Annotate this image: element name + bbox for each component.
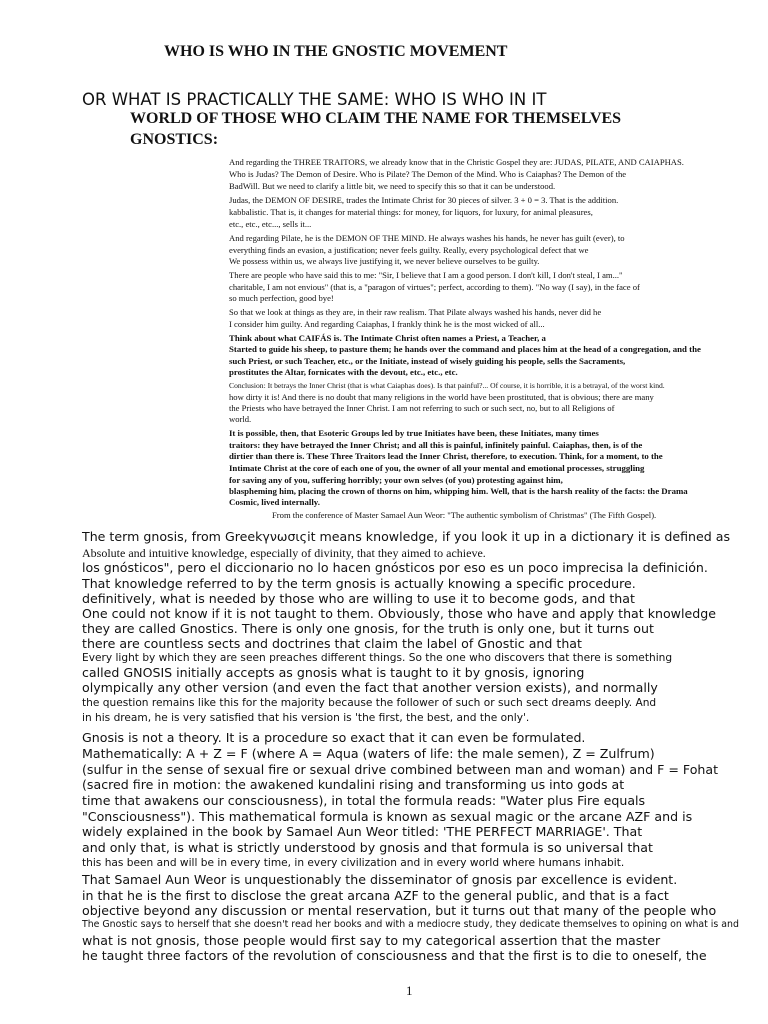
paragraph-line: (sulfur in the sense of sexual fire or sexual drive combined between man and woman) and F = Fohat: [82, 762, 719, 777]
quote-source: From the conference of Master Samael Aun Weor: "The authentic symbolism of Christmas" (The Fifth Gospel).: [272, 510, 657, 520]
quote-line: how dirty it is! And there is no doubt that many religions in the world have been prostituted, that is obvious; there are many: [229, 392, 654, 402]
paragraph-line: (sacred fire in motion: the awakened kundalini rising and transforming us into gods at: [82, 777, 625, 792]
quote-line: dirtier than there is. These Three Traitors lead the Inner Christ, therefore, to execution. Think, for a moment, to the: [229, 451, 663, 461]
quote-line: Started to guide his sheep, to pasture them; he hands over the command and places him at the head of a congregation, and the: [229, 344, 701, 354]
paragraph-line: Absolute and intuitive knowledge, especially of divinity, that they aimed to achieve.: [82, 546, 486, 560]
paragraph-line: widely explained in the book by Samael Aun Weor titled: 'THE PERFECT MARRIAGE'. That: [82, 824, 643, 839]
subtitle-line-2: WORLD OF THOSE WHO CLAIM THE NAME FOR THEMSELVES: [130, 110, 622, 127]
paragraph-line: in his dream, he is very satisfied that his version is 'the first, the best, and the only'.: [82, 712, 530, 724]
quote-line: And regarding Pilate, he is the DEMON OF THE MIND. He always washes his hands, he never has guilt (ever), to: [229, 233, 625, 243]
quote-line: etc., etc., etc..., sells it...: [229, 219, 312, 229]
quote-line: Conclusion: It betrays the Inner Christ (that is what Caiaphas does). Is that painful?... Of course, it is horrible, it is a betrayal, of the worst kind.: [229, 381, 665, 390]
paragraph-line: objective beyond any discussion or mental reservation, but it turns out that many of the people who: [82, 903, 717, 918]
quote-line: And regarding the THREE TRAITORS, we already know that in the Christic Gospel they are: JUDAS, PILATE, AND CAIAPHAS.: [229, 157, 684, 167]
quote-line: So that we look at things as they are, in their raw realism. That Pilate always washed his hands, never did he: [229, 307, 602, 317]
paragraph-line: the question remains like this for the majority because the follower of such or such sect dreams deeply. And: [82, 697, 657, 709]
paragraph-line: One could not know if it is not taught to them. Obviously, those who have and apply that knowledge: [82, 606, 716, 621]
paragraph-line: The term gnosis, from Greekγνωσιςit means knowledge, if you look it up in a dictionary it is defined as: [82, 529, 731, 544]
quote-line: blaspheming him, placing the crown of thorns on him, whipping him. Well, that is the harsh reality of the facts: the Drama: [229, 486, 688, 496]
quote-line: Intimate Christ at the core of each one of you, the owner of all your mental and emotional processes, struggling: [229, 463, 645, 473]
paragraph-line: time that awakens our consciousness), in total the formula reads: "Water plus Fire equals: [82, 793, 646, 808]
quote-line: traitors: they have betrayed the Inner Christ; and all this is painful, infinitely painful. Caiaphas, then, is of the: [229, 440, 643, 450]
paragraph-line: The Gnostic says to herself that she doesn't read her books and with a mediocre study, they dedicate themselves to opining on what is and: [82, 919, 739, 930]
quote-line: BadWill. But we need to clarify a little bit, we need to specify this so that it can be understood.: [229, 181, 556, 191]
subtitle-line-1: OR WHAT IS PRACTICALLY THE SAME: WHO IS WHO IN IT: [82, 90, 547, 109]
paragraph-line: this has been and will be in every time, in every civilization and in every world where humans inhabit.: [82, 857, 625, 869]
paragraph-line: Mathematically: A + Z = F (where A = Aqua (waters of life: the male semen), Z = Zulfrum): [82, 746, 655, 761]
quote-line: so much perfection, good bye!: [229, 293, 334, 303]
quote-line: everything finds an evasion, a justification; never feels guilty. Really, every psychological defect that we: [229, 245, 589, 255]
subtitle-line-3: GNOSTICS:: [130, 131, 219, 148]
quote-line: Judas, the DEMON OF DESIRE, trades the Intimate Christ for 30 pieces of silver. 3 + 0 = 3. That is the addition.: [229, 195, 619, 205]
paragraph-line: That knowledge referred to by the term gnosis is actually knowing a specific procedure.: [82, 576, 636, 591]
quote-line: There are people who have said this to me: "Sir, I believe that I am a good person. I don't kill, I don't steal, I am...": [229, 270, 623, 280]
quote-line: I consider him guilty. And regarding Caiaphas, I frankly think he is the most wicked of all...: [229, 319, 545, 329]
quote-line: Who is Judas? The Demon of Desire. Who is Pilate? The Demon of the Mind. Who is Caiaphas? The Demon of the: [229, 169, 627, 179]
paragraph-line: definitively, what is needed by those who are willing to use it to become gods, and that: [82, 591, 635, 606]
paragraph-line: Gnosis is not a theory. It is a procedure so exact that it can even be formulated.: [82, 730, 586, 745]
paragraph-line: That Samael Aun Weor is unquestionably the disseminator of gnosis par excellence is evident.: [82, 872, 678, 887]
paragraph-line: los gnósticos", pero el diccionario no lo hacen gnósticos por eso es un poco imprecisa la definición.: [82, 560, 708, 575]
paragraph-line: they are called Gnostics. There is only one gnosis, for the truth is only one, but it turns out: [82, 621, 654, 636]
quote-line: for saving any of you, suffering horribly; your own selves (of you) protesting against him,: [229, 475, 563, 485]
page-number: 1: [406, 983, 413, 998]
paragraph-line: "Consciousness"). This mathematical formula is known as sexual magic or the arcane AZF and is: [82, 809, 693, 824]
quote-line: the Priests who have betrayed the Inner Christ. I am not referring to such or such sect, no, but to all Religions of: [229, 403, 615, 413]
paragraph-line: olympically any other version (and even the fact that another version exists), and normally: [82, 680, 658, 695]
paragraph-line: there are countless sects and doctrines that claim the label of Gnostic and that: [82, 636, 582, 651]
quote-line: such Priest, or such Teacher, etc., or the Initiate, instead of wisely guiding his people, sells the Sacraments,: [229, 356, 626, 366]
quote-line: charitable, I am not envious" (that is, a "paragon of virtues"; perfect, according to them). "No way (I say), in the face of: [229, 282, 640, 292]
paragraph-line: in that he is the first to disclose the great arcana AZF to the general public, and that is a fact: [82, 888, 669, 903]
paragraph-line: he taught three factors of the revolution of consciousness and that the first is to die to oneself, the: [82, 948, 707, 963]
quote-line: world.: [229, 414, 252, 424]
paragraph-line: what is not gnosis, those people would first say to my categorical assertion that the master: [82, 933, 661, 948]
document-title: WHO IS WHO IN THE GNOSTIC MOVEMENT: [164, 43, 508, 60]
quote-line: kabbalistic. That is, it changes for material things: for money, for liquors, for luxury, for animal pleasures,: [229, 207, 593, 217]
quote-line: It is possible, then, that Esoteric Groups led by true Initiates have been, these Initiates, many times: [229, 428, 599, 438]
paragraph-line: Every light by which they are seen preaches different things. So the one who discovers that there is something: [82, 652, 673, 664]
paragraph-line: called GNOSIS initially accepts as gnosis what is taught to it by gnosis, ignoring: [82, 665, 585, 680]
quote-line: Think about what CAIFÁS is. The Intimate Christ often names a Priest, a Teacher, a: [229, 333, 546, 343]
quote-line: prostitutes the Altar, fornicates with the devout, etc., etc., etc.: [229, 367, 458, 377]
paragraph-line: and only that, is what is strictly understood by gnosis and that formula is so universal that: [82, 840, 653, 855]
quote-line: We possess within us, we always live justifying it, we never believe ourselves to be guilty.: [229, 256, 540, 266]
quote-line: Cosmic, lived internally.: [229, 497, 320, 507]
